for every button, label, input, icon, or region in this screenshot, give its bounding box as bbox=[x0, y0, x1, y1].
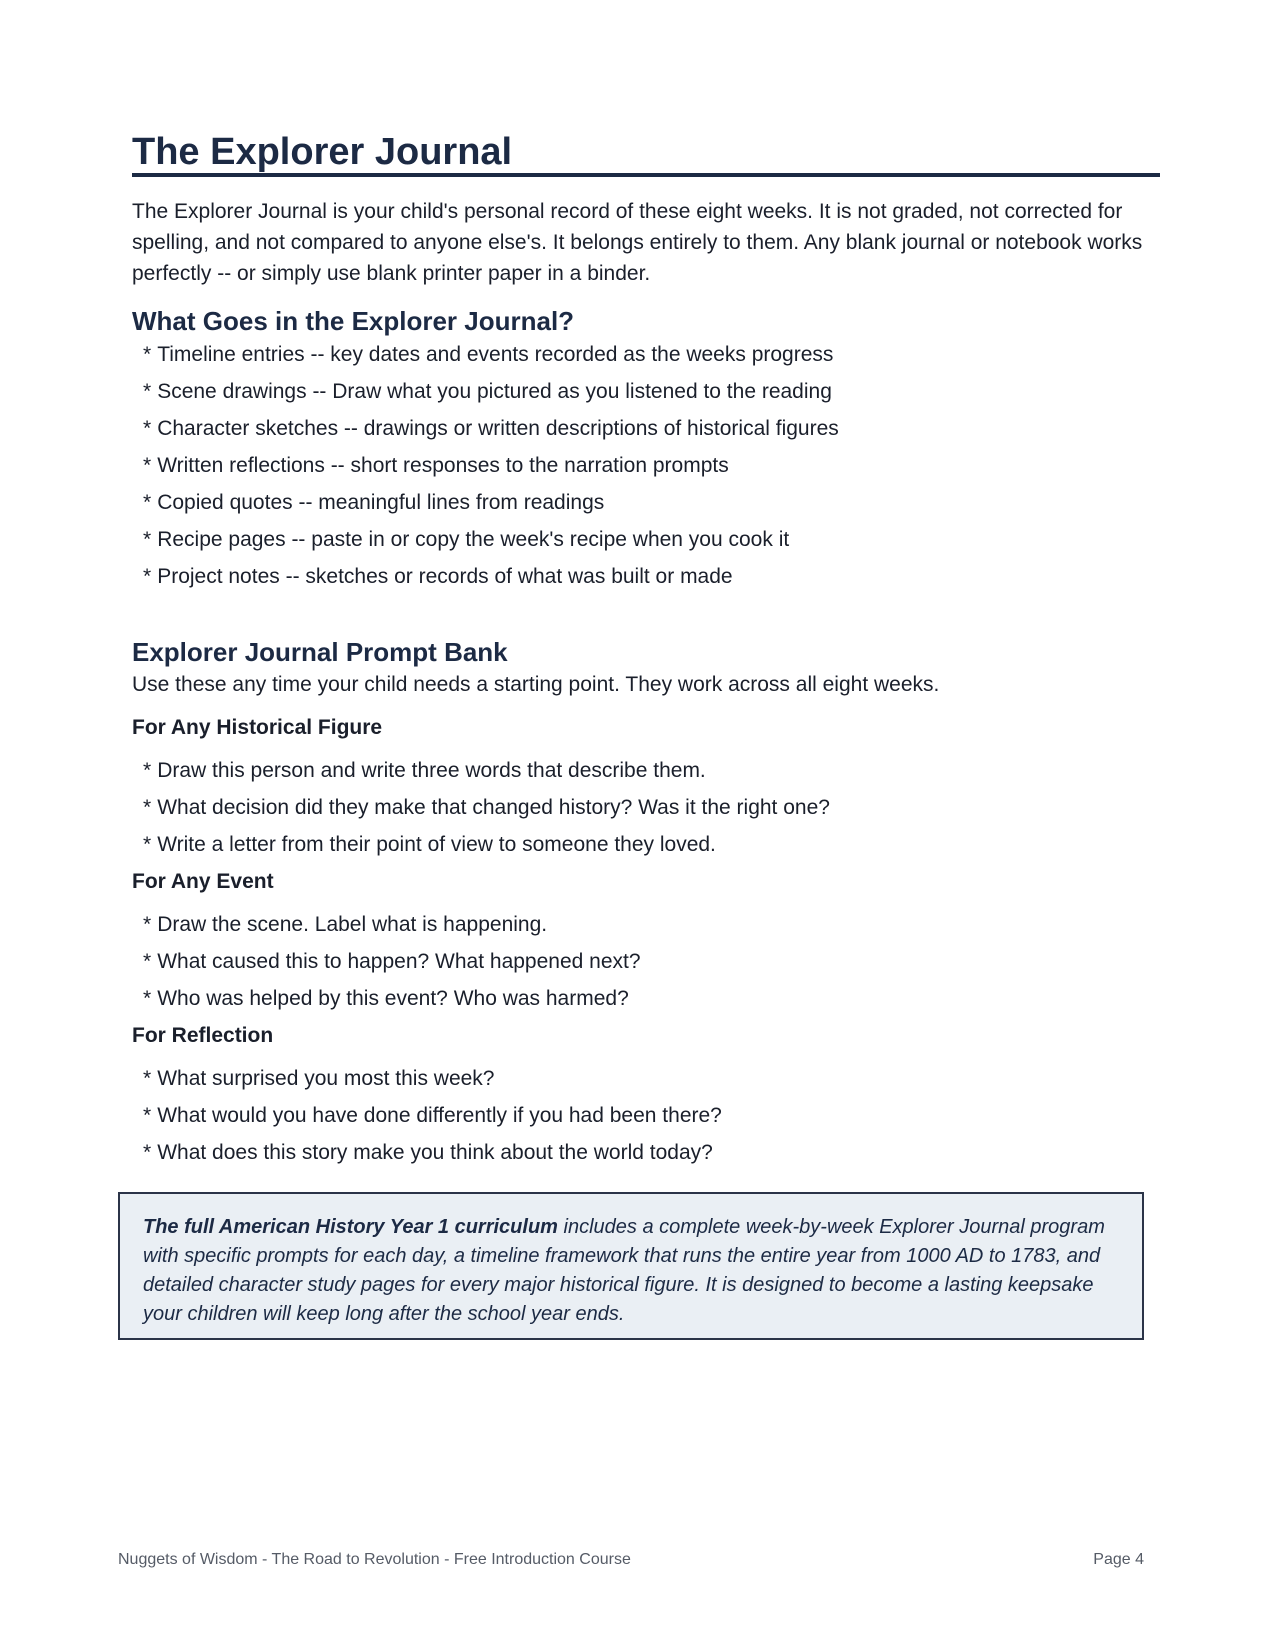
reflection-prompts bbox=[143, 1060, 722, 1171]
intro-paragraph: The Explorer Journal is your child's personal record of these eight weeks. It is not graded, not corrected for spelling, and not compared to anyone else's. It belongs entirely to them. Any blank journal or notebook works perfectly -- or simply use blank printer paper in a binder. bbox=[132, 200, 1143, 285]
bullet-marker: * bbox=[143, 1104, 152, 1127]
list-item: * What decision did they make that changed history? Was it the right one? bbox=[143, 796, 830, 819]
list-item: * Who was helped by this event? Who was harmed? bbox=[143, 987, 629, 1010]
event-prompts bbox=[143, 906, 641, 1017]
bullet-marker: * bbox=[143, 833, 152, 856]
prompt-bank-intro: Use these any time your child needs a starting point. They work across all eight weeks. bbox=[132, 673, 940, 696]
footer-course-title: Nuggets of Wisdom - The Road to Revolution - Free Introduction Course bbox=[118, 1551, 631, 1568]
bullet-marker: * bbox=[143, 1141, 152, 1164]
list-item: * Copied quotes -- meaningful lines from readings bbox=[143, 491, 605, 514]
bullet-marker: * bbox=[143, 1067, 152, 1090]
bullet-marker: * bbox=[143, 380, 152, 403]
list-item: * Recipe pages -- paste in or copy the week's recipe when you cook it bbox=[143, 528, 790, 551]
page-title: The Explorer Journal bbox=[132, 132, 1160, 177]
bullet-marker: * bbox=[143, 491, 152, 514]
list-item: * Draw this person and write three words that describe them. bbox=[143, 759, 706, 782]
bullet-marker: * bbox=[143, 417, 152, 440]
list-item: * What surprised you most this week? bbox=[143, 1067, 495, 1090]
curriculum-callout-box bbox=[118, 1192, 1144, 1340]
callout-text: includes a complete week-by-week Explorer Journal program with specific prompts for each day, a timeline framework that runs the entire year from 1000 AD to 1783, and detailed character study pages for every major historical figure. It is designed to become a lasting keepsake your children will keep long after the school year ends. bbox=[143, 1216, 1105, 1325]
what-goes-heading: What Goes in the Explorer Journal? bbox=[132, 306, 575, 336]
list-item: * Write a letter from their point of view to someone they loved. bbox=[143, 833, 716, 856]
group-heading-historical-figure: For Any Historical Figure bbox=[132, 716, 383, 739]
what-goes-list bbox=[143, 336, 839, 595]
list-item: * Project notes -- sketches or records of what was built or made bbox=[143, 565, 733, 588]
prompt-bank-heading: Explorer Journal Prompt Bank bbox=[132, 637, 508, 667]
bullet-marker: * bbox=[143, 454, 152, 477]
list-item: * Draw the scene. Label what is happening. bbox=[143, 913, 548, 936]
group-heading-reflection: For Reflection bbox=[132, 1024, 274, 1047]
callout-bold-lead: The full American History Year 1 curriculum bbox=[143, 1216, 558, 1238]
list-item: * What caused this to happen? What happened next? bbox=[143, 950, 641, 973]
historical-figure-prompts bbox=[143, 752, 830, 863]
bullet-marker: * bbox=[143, 343, 152, 366]
bullet-marker: * bbox=[143, 528, 152, 551]
bullet-marker: * bbox=[143, 913, 152, 936]
footer-page-number: Page 4 bbox=[1093, 1551, 1144, 1568]
list-item: * Written reflections -- short responses to the narration prompts bbox=[143, 454, 729, 477]
list-item: * Scene drawings -- Draw what you pictured as you listened to the reading bbox=[143, 380, 832, 403]
list-item: * Character sketches -- drawings or written descriptions of historical figures bbox=[143, 417, 839, 440]
bullet-marker: * bbox=[143, 987, 152, 1010]
bullet-marker: * bbox=[143, 565, 152, 588]
group-heading-event: For Any Event bbox=[132, 870, 274, 893]
bullet-marker: * bbox=[143, 759, 152, 782]
bullet-marker: * bbox=[143, 950, 152, 973]
list-item: * What does this story make you think about the world today? bbox=[143, 1141, 713, 1164]
list-item: * What would you have done differently if you had been there? bbox=[143, 1104, 722, 1127]
bullet-marker: * bbox=[143, 796, 152, 819]
list-item: * Timeline entries -- key dates and events recorded as the weeks progress bbox=[143, 343, 834, 366]
